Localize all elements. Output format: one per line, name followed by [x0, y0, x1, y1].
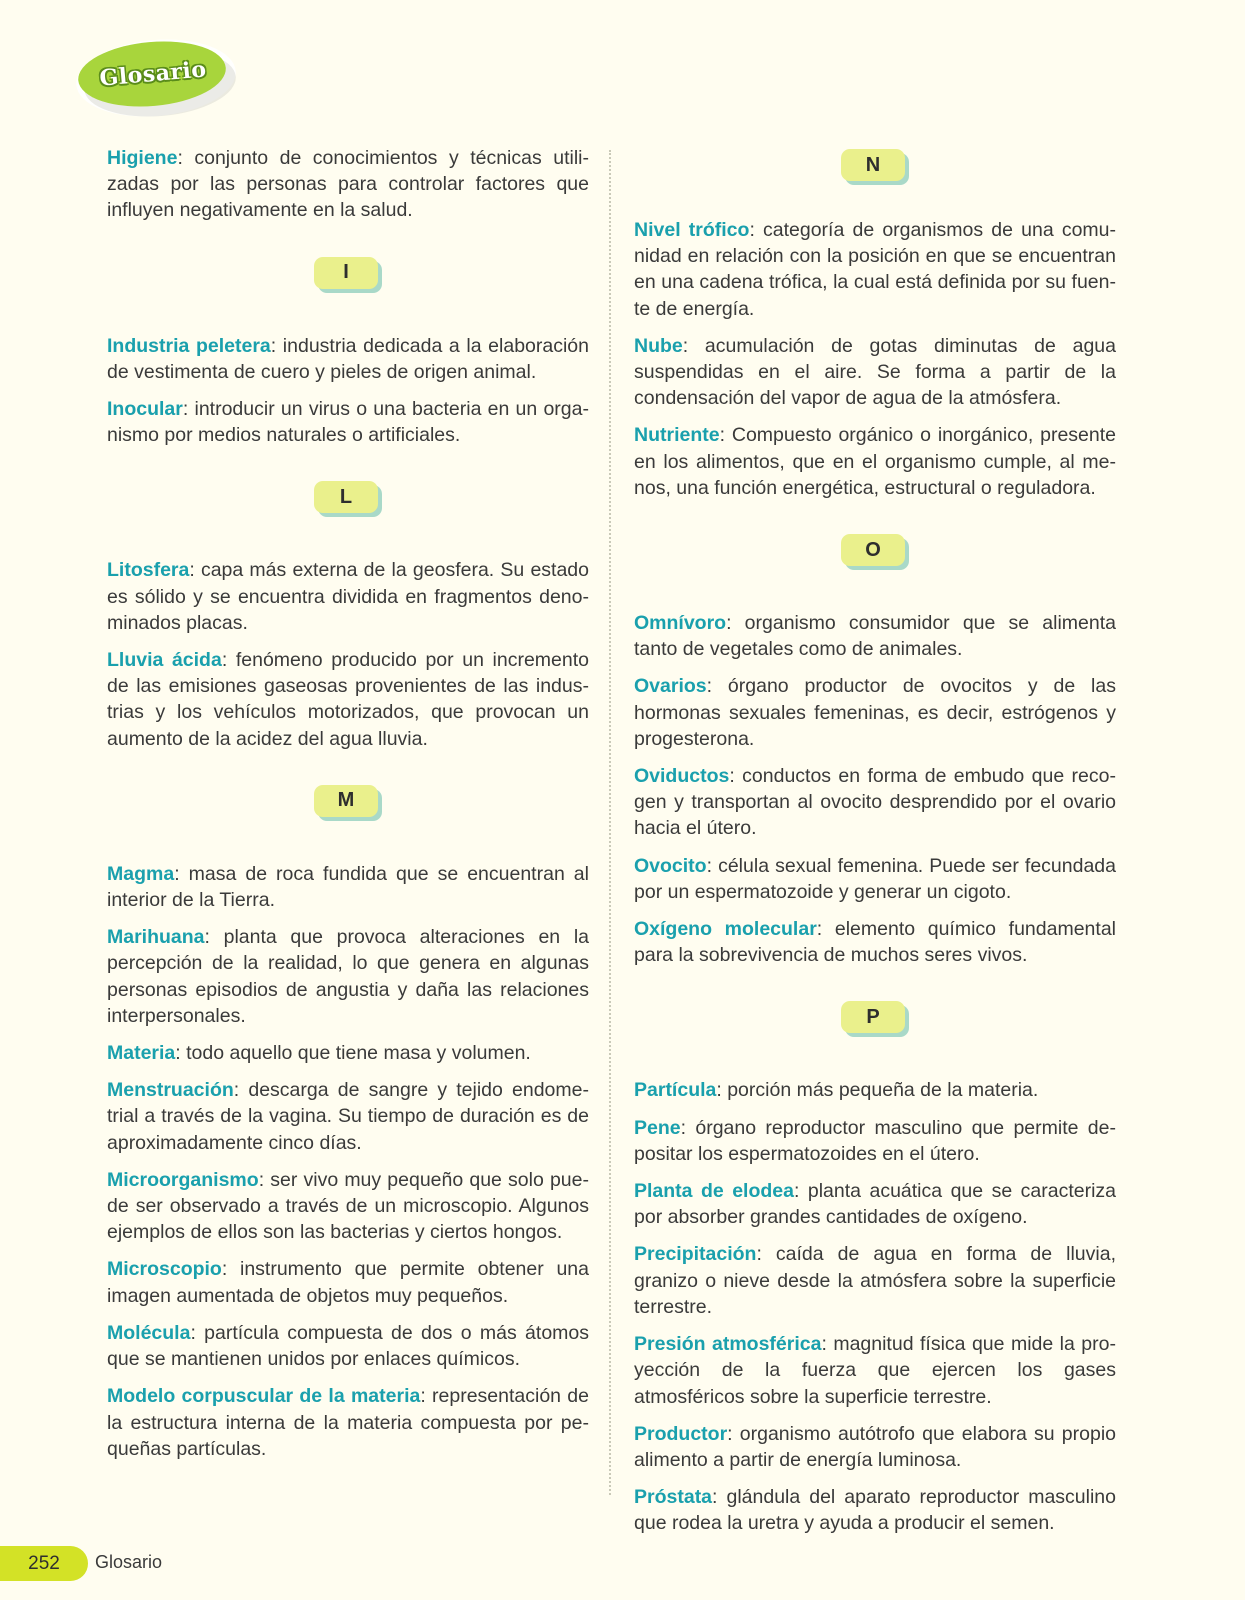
glossary-entry — [634, 1241, 1116, 1320]
letter-section-m — [107, 763, 589, 861]
entry-definition: : porción más pequeña de la materia. — [716, 1079, 1039, 1102]
glossary-entry — [634, 763, 1116, 842]
letter-section-n — [634, 145, 1116, 217]
glossary-badge — [72, 34, 234, 114]
entry-definition: : representación de la estructura interna de la materia compuesta por pequeñas partículas. — [107, 1385, 589, 1460]
letter-tab: L — [314, 481, 378, 513]
glossary-entry — [634, 422, 1116, 501]
entry-term: Inocular — [107, 398, 183, 421]
entry-term: Precipitación — [634, 1243, 757, 1266]
entry-term: Ovocito — [634, 854, 707, 877]
entry-term: Nube — [634, 334, 683, 357]
entry-term: Próstata — [634, 1486, 713, 1509]
entry-definition: : partícula compuesta de dos o más átomos que se mantienen unidos por enlaces químicos. — [107, 1321, 589, 1371]
glossary-entry — [634, 1077, 1116, 1103]
glossary-entry — [634, 1484, 1116, 1536]
entry-term: Litosfera — [107, 559, 190, 582]
page-number: 252 — [28, 1552, 60, 1574]
entry-definition: : organismo consumidor que se alimenta tanto de vegetales como de animales. — [634, 612, 1116, 661]
letter-section-o — [634, 512, 1116, 610]
entry-definition: : magnitud física que mide la proyección de la fuerza que ejercen los gases atmosféricos sobre la superficie terrestre. — [634, 1333, 1116, 1408]
letter-tab: N — [841, 149, 905, 181]
glossary-entry — [107, 145, 589, 224]
letter-tab: O — [841, 534, 905, 566]
glossary-entry — [634, 916, 1116, 968]
entry-term: Omnívoro — [634, 612, 727, 635]
glossary-entry — [634, 217, 1116, 322]
entry-definition: : ser vivo muy pequeño que solo puede ser observado a través de un microscopio. Algunos ejemplos de ellos son las bacterias y ciertos hongos. — [107, 1168, 589, 1244]
glossary-entry — [634, 853, 1116, 905]
column-divider — [609, 150, 611, 1495]
entry-term: Planta de elodea — [634, 1180, 794, 1203]
entry-definition: : capa más externa de la geosfera. Su estado es sólido y se encuentra dividida en fragmentos denominados placas. — [107, 559, 589, 634]
glossary-entry — [107, 924, 589, 1029]
entry-term: Nivel trófico — [634, 219, 750, 241]
entry-definition: : descarga de sangre y tejido endometrial a través de la vagina. Su tiempo de duración es de aproximadamente cinco días. — [107, 1079, 589, 1154]
glossary-entry — [634, 1178, 1116, 1230]
entry-definition: : masa de roca fundida que se encuentran al interior de la Tierra. — [107, 862, 589, 912]
entry-term: Marihuana — [107, 926, 205, 949]
entry-term: Productor — [634, 1422, 728, 1445]
entry-definition: : conductos en forma de embudo que recogen y transportan al ovocito desprendido por el ovario hacia el útero. — [634, 765, 1116, 840]
glossary-entry — [107, 1040, 589, 1066]
entry-definition: : planta que provoca alteraciones en la percepción de la realidad, lo que genera en algunas personas episodios de angustia y daña las relaciones interpersonales. — [107, 926, 589, 1027]
entry-term: Industria peletera — [107, 334, 271, 357]
letter-section-l — [107, 459, 589, 557]
entry-definition: : caída de agua en forma de lluvia, granizo o nieve desde la atmósfera sobre la superficie terrestre. — [634, 1243, 1116, 1318]
glossary-entry — [107, 1256, 589, 1308]
entry-definition: : instrumento que permite obtener una imagen aumentada de objetos muy pequeños. — [107, 1258, 589, 1307]
entry-term: Materia — [107, 1042, 176, 1065]
entry-definition: : conjunto de conocimientos y técnicas utilizadas por las personas para controlar factores que influyen negativamente en la salud. — [107, 147, 589, 222]
entry-term: Ovarios — [634, 675, 707, 698]
glossary-entry — [107, 1383, 589, 1462]
entry-term: Microscopio — [107, 1258, 222, 1281]
entry-definition: : organismo autótrofo que elabora su propio alimento a partir de energía luminosa. — [634, 1422, 1116, 1471]
entry-term: Pene — [634, 1116, 681, 1139]
letter-tab: I — [314, 257, 378, 289]
glossary-entry — [107, 333, 589, 385]
letter-section-i — [107, 235, 589, 333]
entry-definition: : industria dedicada a la elaboración de vestimenta de cuero y pieles de origen animal. — [107, 334, 589, 383]
glossary-entry — [107, 1167, 589, 1246]
entry-term: Presión atmosférica — [634, 1333, 822, 1356]
glossary-entry — [634, 610, 1116, 662]
glossary-entry — [634, 673, 1116, 752]
entry-term: Microorganismo — [107, 1168, 259, 1191]
entry-definition: : órgano productor de ovocitos y de las hormonas sexuales femeninas, es decir, estrógenos y progesterona. — [634, 675, 1116, 750]
right-column — [634, 145, 1116, 1548]
glossary-entry — [107, 861, 589, 913]
glossary-entry — [107, 1077, 589, 1156]
badge-title: Glosario — [98, 56, 208, 92]
entry-definition: : célula sexual femenina. Puede ser fecundada por un espermatozoide y generar un cigoto. — [634, 854, 1116, 903]
letter-tab: M — [314, 785, 378, 817]
entry-term: Nutriente — [634, 424, 720, 447]
glossary-entry — [634, 1115, 1116, 1167]
entry-definition: : introducir un virus o una bacteria en un organismo por medios naturales o artificiales. — [107, 398, 589, 447]
glossary-entry — [634, 1421, 1116, 1473]
entry-term: Oviductos — [634, 765, 730, 788]
entry-term: Molécula — [107, 1321, 191, 1344]
glossary-entry — [107, 647, 589, 752]
entry-definition: : elemento químico fundamental para la sobrevivencia de muchos seres vivos. — [634, 918, 1116, 967]
left-column — [107, 145, 589, 1473]
entry-term: Menstruación — [107, 1079, 234, 1102]
entry-definition: : planta acuática que se caracteriza por absorber grandes cantidades de oxígeno. — [634, 1180, 1117, 1229]
entry-definition: : Compuesto orgánico o inorgánico, presente en los alimentos, que en el organismo cumple, al menos, una función energética, estructural o reguladora. — [634, 424, 1116, 499]
glossary-entry — [634, 1331, 1116, 1410]
footer-section-label: Glosario — [95, 1552, 163, 1572]
glossary-entry — [634, 333, 1116, 412]
letter-section-p — [634, 979, 1116, 1077]
entry-term: Higiene — [107, 147, 178, 169]
letter-tab: P — [841, 1001, 905, 1033]
glossary-entry — [107, 1320, 589, 1372]
entry-term: Magma — [107, 862, 175, 885]
entry-term: Partícula — [634, 1079, 717, 1102]
entry-term: Lluvia ácida — [107, 649, 222, 672]
glossary-entry — [107, 557, 589, 636]
entry-definition: : glándula del aparato reproductor masculino que rodea la uretra y ayuda a producir el semen. — [634, 1486, 1116, 1535]
entry-term: Oxígeno molecular — [634, 918, 817, 941]
entry-definition: : acumulación de gotas diminutas de agua suspendidas en el aire. Se forma a partir de la condensación del vapor de agua de la atmósfera. — [634, 334, 1116, 410]
entry-term: Modelo corpuscular de la materia — [107, 1385, 421, 1408]
entry-definition: : todo aquello que tiene masa y volumen. — [175, 1042, 531, 1065]
entry-definition: : órgano reproductor masculino que permite depositar los espermatozoides en el útero. — [634, 1116, 1116, 1165]
page-number-tab — [0, 1546, 88, 1581]
entry-definition: : fenómeno producido por un incremento de las emisiones gaseosas provenientes de las industrias y los vehículos motorizados, que provocan un aumento de la acidez del agua lluvia. — [107, 649, 589, 750]
glossary-entry — [107, 396, 589, 448]
entry-definition: : categoría de organismos de una comunidad en relación con la posición en que se encuentran en una cadena trófica, la cual está definida por su fuente de energía. — [634, 219, 1117, 320]
